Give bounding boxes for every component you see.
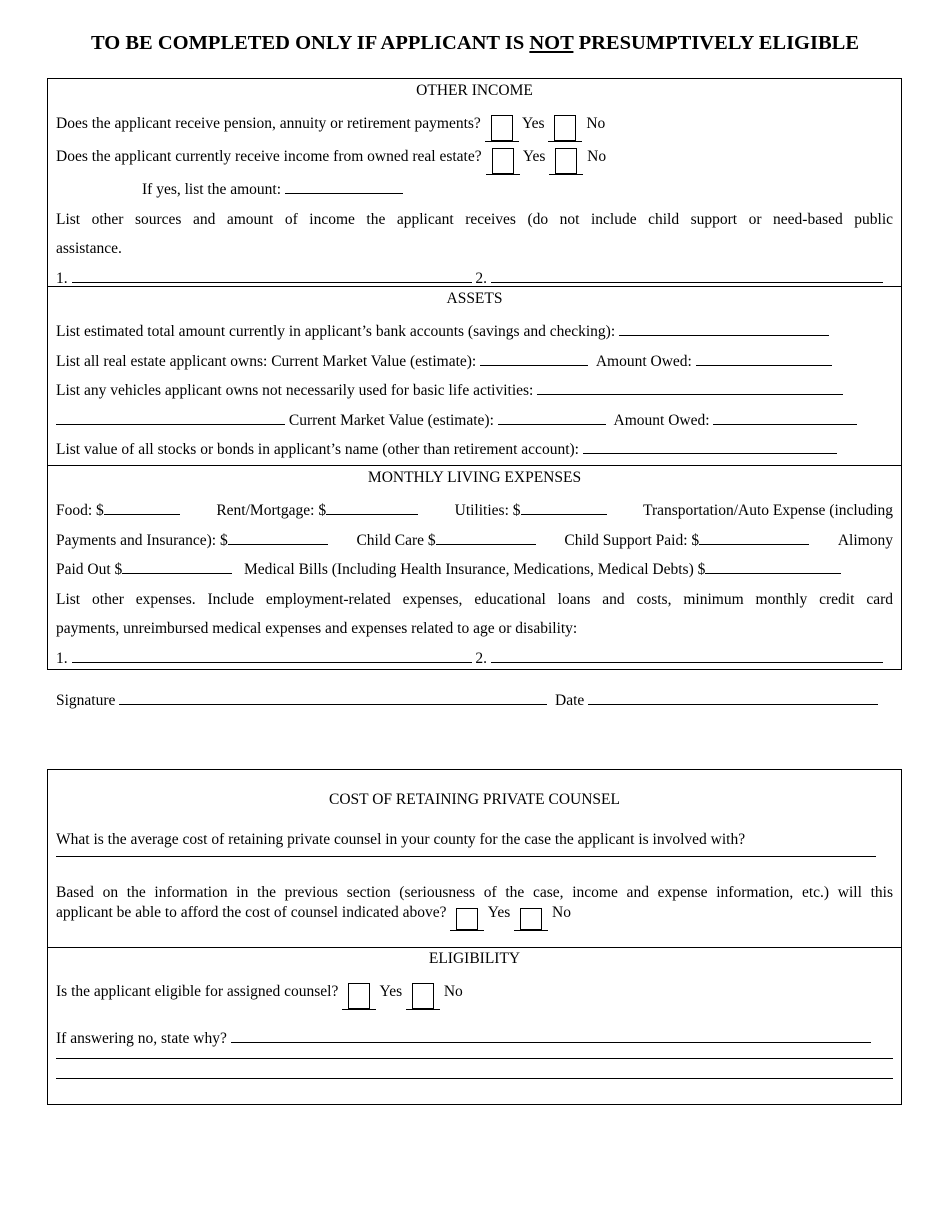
vehicles-row: List any vehicles applicant owns not necessarily used for basic life activities: [56, 376, 893, 406]
eligible-row: Is the applicant eligible for assigned counsel? Yes No [56, 982, 893, 1010]
other-income-field-2[interactable] [491, 268, 883, 283]
other-sources-text: List other sources and amount of income the applicant receives (do not include child support or need-based public [56, 210, 893, 228]
assets-section [48, 286, 901, 465]
stocks-row: List value of all stocks or bonds in applicant’s name (other than retirement account): [56, 435, 893, 465]
bank-amount-field[interactable] [619, 321, 829, 336]
why-line-2[interactable] [56, 1049, 893, 1059]
pension-yes-checkbox[interactable] [491, 115, 513, 141]
real-estate-value-field[interactable] [480, 351, 588, 366]
counsel-question: What is the average cost of retaining private counsel in your county for the case the applicant is involved with? [56, 831, 746, 848]
if-yes-row: If yes, list the amount: [56, 175, 893, 205]
expenses-row-3: Paid Out $ Medical Bills (Including Health Insurance, Medications, Medical Debts) $ [56, 555, 893, 585]
eligible-no-checkbox[interactable] [412, 983, 434, 1009]
expenses-row-2: Payments and Insurance): $ Child Care $ Child Support Paid: $ Alimony [56, 531, 893, 549]
counsel-heading: COST OF RETAINING PRIVATE COUNSEL [329, 791, 620, 808]
vehicles-field[interactable] [537, 380, 843, 395]
other-sources-text-2: assistance. [56, 240, 122, 258]
bank-row: List estimated total amount currently in applicant’s bank accounts (savings and checking): [56, 317, 893, 347]
afford-no-checkbox[interactable] [520, 908, 542, 930]
other-income-items: 1. 2. [56, 264, 893, 294]
other-income-field-1[interactable] [72, 268, 472, 283]
expenses-section [48, 465, 901, 671]
real-estate-owed-field[interactable] [696, 351, 832, 366]
expenses-heading: MONTHLY LIVING EXPENSES [367, 469, 582, 486]
other-income-heading: OTHER INCOME [416, 82, 533, 99]
vehicle-owed-field[interactable] [713, 410, 857, 425]
medical-field[interactable] [705, 559, 841, 574]
child-support-field[interactable] [699, 530, 809, 545]
other-expense-field-2[interactable] [491, 648, 883, 663]
other-expenses-text-2: payments, unreimbursed medical expenses and expenses related to age or disability: [56, 620, 578, 638]
other-expense-field-1[interactable] [72, 648, 472, 663]
real-estate-row: List all real estate applicant owns: Current Market Value (estimate): Amount Owed: [56, 347, 893, 377]
stocks-field[interactable] [583, 439, 837, 454]
assets-heading: ASSETS [446, 290, 503, 307]
counsel-cost-field[interactable] [56, 850, 876, 857]
expenses-row-1: Food: $ Rent/Mortgage: $ Utilities: $ Transportation/Auto Expense (including [56, 502, 893, 519]
real-estate-income-row: Does the applicant currently receive income from owned real estate? Yes No [56, 142, 893, 175]
utilities-field[interactable] [521, 500, 607, 515]
amount-field[interactable] [285, 179, 403, 194]
real-estate-no-checkbox[interactable] [555, 148, 577, 174]
signature-row: Signature Date [56, 690, 896, 711]
date-field[interactable] [588, 690, 878, 705]
other-income-section [48, 79, 901, 286]
child-care-field[interactable] [436, 530, 536, 545]
counsel-box [47, 769, 902, 1105]
financial-box [47, 78, 902, 670]
pension-no-checkbox[interactable] [554, 115, 576, 141]
why-field[interactable] [231, 1028, 871, 1043]
why-line-3[interactable] [56, 1059, 893, 1079]
form-title: TO BE COMPLETED ONLY IF APPLICANT IS NOT PRESUMPTIVELY ELIGIBLE [90, 32, 859, 54]
other-expenses-text: List other expenses. Include employment-related expenses, educational loans and costs, minimum monthly credit card [56, 590, 893, 608]
rent-field[interactable] [326, 500, 418, 515]
eligible-yes-checkbox[interactable] [348, 983, 370, 1009]
eligibility-section [48, 947, 901, 1105]
other-expenses-items: 1. 2. [56, 644, 893, 674]
real-estate-yes-checkbox[interactable] [492, 148, 514, 174]
alimony-field[interactable] [122, 559, 232, 574]
why-row: If answering no, state why? [56, 1028, 893, 1049]
auto-payments-field[interactable] [228, 530, 328, 545]
eligibility-heading: ELIGIBILITY [428, 950, 521, 967]
signature-field[interactable] [119, 690, 547, 705]
afford-yes-checkbox[interactable] [456, 908, 478, 930]
counsel-section [48, 770, 901, 947]
vehicle-desc-field[interactable] [56, 410, 285, 425]
title-emphasis: NOT [529, 32, 574, 54]
food-field[interactable] [104, 500, 180, 515]
vehicle-value-row: Current Market Value (estimate): Amount Owed: [56, 406, 893, 436]
afford-text-1: Based on the information in the previous section (seriousness of the case, income and expense information, etc.) will this [56, 884, 893, 901]
vehicle-value-field[interactable] [498, 410, 606, 425]
afford-row: applicant be able to afford the cost of counsel indicated above? Yes No [56, 903, 893, 931]
pension-row: Does the applicant receive pension, annuity or retirement payments? Yes No [56, 109, 893, 142]
